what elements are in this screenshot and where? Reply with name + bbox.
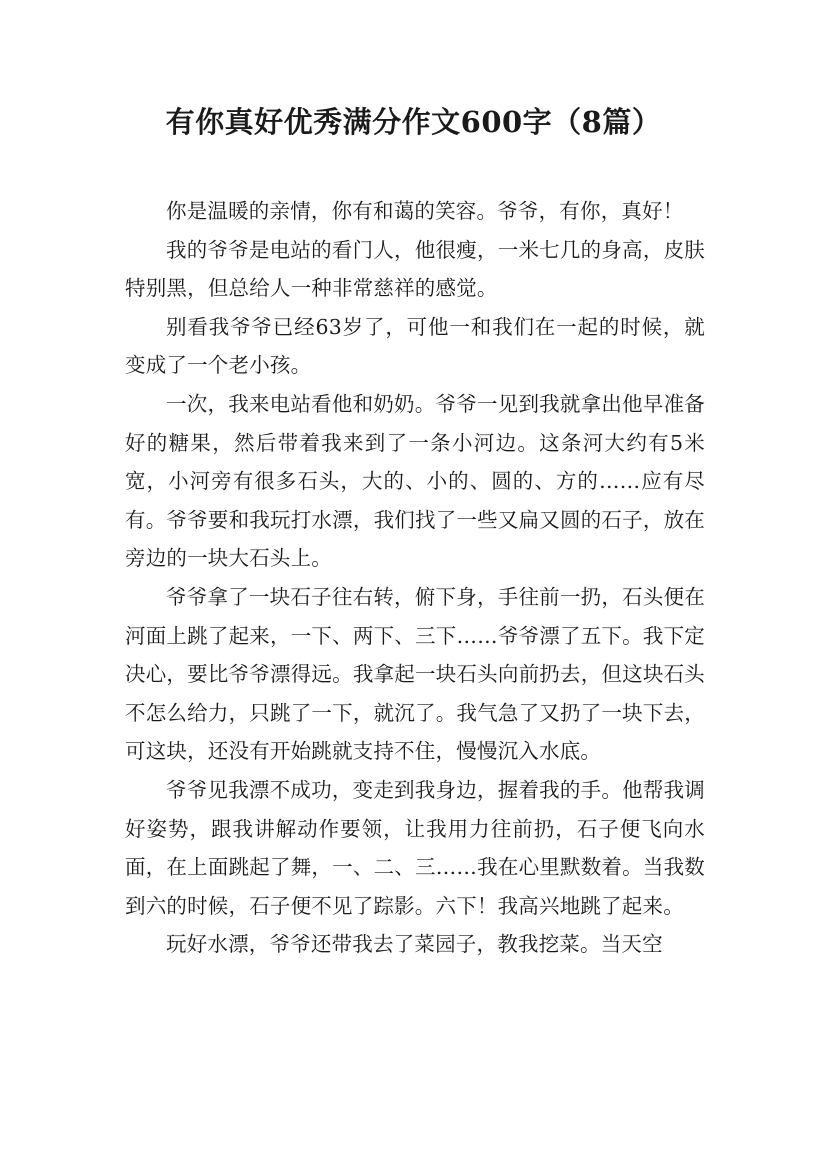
paragraph: 一次，我来电站看他和奶奶。爷爷一见到我就拿出他早准备好的糖果，然后带着我来到了一条小河边。这条河大约有5米宽，小河旁有很多石头，大的、小的、圆的、方的……应有尽有。爷爷要和我玩打水漂，我们找了一些又扁又圆的石子，放在旁边的一块大石头上。 [125,391,705,571]
paragraph: 爷爷见我漂不成功，变走到我身边，握着我的手。他帮我调好姿势，跟我讲解动作要领，让我用力往前扔，石子便飞向水面，在上面跳起了舞，一、二、三……我在心里默数着。当我数到六的时候，石子便不见了踪影。六下！我高兴地跳了起来。 [125,777,705,918]
paragraph: 爷爷拿了一块石子往右转，俯下身，手往前一扔，石头便在河面上跳了起来，一下、两下、三下……爷爷漂了五下。我下定决心，要比爷爷漂得远。我拿起一块石头向前扔去，但这块石头不怎么给力，只跳了一下，就沉了。我气急了又扔了一块下去，可这块，还没有开始跳就支持不住，慢慢沉入水底。 [125,584,705,764]
paragraph: 你是温暖的亲情，你有和蔼的笑容。爷爷，有你，真好！ [166,199,684,223]
paragraph: 玩好水漂，爷爷还带我去了菜园子，教我挖菜。当天空 [166,932,663,957]
document-body [125,192,705,964]
paragraph: 我的爷爷是电站的看门人，他很瘦，一米七几的身高，皮肤特别黑，但总给人一种非常慈祥的感觉。 [125,237,705,301]
document-title: 有你真好优秀满分作文600字（8篇） [165,105,662,139]
paragraph: 别看我爷爷已经63岁了，可他一和我们在一起的时候，就变成了一个老小孩。 [125,314,705,378]
